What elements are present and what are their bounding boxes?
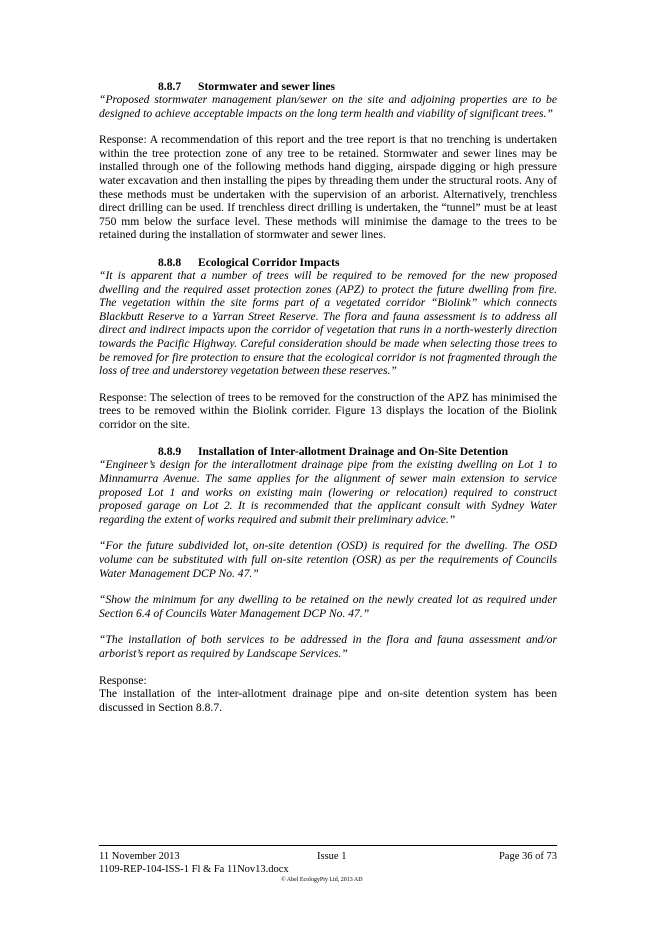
footer-issue: Issue 1: [317, 851, 347, 862]
section-8-8-9: [99, 445, 557, 714]
quoted-requirement: “Proposed stormwater management plan/sewer on the site and adjoining properties are to be designed to achieve acceptable impacts on the long term health and viability of significant trees.”: [99, 93, 557, 120]
section-number: 8.8.8: [158, 255, 182, 269]
response-paragraph: Response: A recommendation of this report and the tree report is that no trenching is undertaken within the tree protection zone of any tree to be retained. Stormwater and sewer lines may be installed through one of the following methods hand digging, airspade digging or high pressure water excavation and then installing the pipes by threading them under the structural roots. Any of these methods must be undertaken with the supervision of an arborist. Alternatively, trenchless direct drilling can be used. If trenchless direct drilling is undertaken, the “tunnel” must be at least 750 mm below the surface level. These methods will minimise the damage to the trees to be retained during the installation of stormwater and sewer lines.: [99, 133, 557, 242]
quoted-requirement: “The installation of both services to be addressed in the flora and fauna assessment and/or arborist’s report as required by Landscape Services.”: [99, 633, 557, 660]
section-heading: [99, 445, 557, 458]
footer-date: 11 November 2013: [99, 851, 180, 862]
section-8-8-7: [99, 80, 557, 242]
section-heading: [99, 256, 557, 269]
response-paragraph: Response: The selection of trees to be removed for the construction of the APZ has minimised the trees to be removed within the Biolink corrider. Figure 13 displays the location of the Biolink corridor on the site.: [99, 390, 557, 431]
quoted-requirement: “Engineer’s design for the interallotment drainage pipe from the existing dwelling on Lot 1 to Minnamurra Avenue. The same applies for the alignment of sewer main extension to service proposed Lot 1 and works on existing main (lowering or relocation) required to construct proposed garage on Lot 2. It is recommended that the applicant consult with Sydney Water regarding the extent of works required and submit their preliminary advice.”: [99, 458, 557, 526]
quoted-requirement: “Show the minimum for any dwelling to be retained on the newly created lot as required under Section 6.4 of Councils Water Management DCP No. 47.”: [99, 593, 557, 620]
section-number: 8.8.7: [158, 80, 182, 93]
section-8-8-8: [99, 256, 557, 432]
section-title: Installation of Inter-allotment Drainage and On-Site Detention: [198, 445, 509, 459]
footer-document-reference: 1109-REP-104-ISS-1 Fl & Fa 11Nov13.docx: [99, 864, 289, 875]
section-number: 8.8.9: [158, 445, 182, 459]
quoted-requirement: “For the future subdivided lot, on-site detention (OSD) is required for the dwelling. The OSD volume can be substituted with full on-site retention (OSR) as per the requirements of Councils Water Management DCP No. 47.”: [99, 539, 557, 580]
response-paragraph: The installation of the inter-allotment drainage pipe and on-site detention system has been discussed in Section 8.8.7.: [99, 687, 557, 714]
footer-copyright: © Abel EcologyPty Ltd, 2013 AD: [281, 877, 363, 883]
footer-divider: [99, 845, 557, 846]
footer-page-number: Page 36 of 73: [498, 851, 557, 862]
section-title: Ecological Corridor Impacts: [198, 255, 340, 269]
section-title: Stormwater and sewer lines: [198, 80, 336, 93]
response-label: Response:: [99, 673, 147, 687]
quoted-requirement: “It is apparent that a number of trees will be required to be removed for the new proposed dwelling and the required asset protection zones (APZ) to protect the future dwelling from fire. The vegetation within the site forms part of a vegetated corridor “Biolink” which connects Blackbutt Reserve to a Yarran Street Reserve. The flora and fauna assessment is to address all direct and indirect impacts upon the corridor of vegetation that runs in a north-westerly direction towards the Pacific Highway. Careful consideration should be made when selecting those trees to be removed for fire protection to ensure that the ecological corridor is not fragmented through the loss of tree and understorey vegetation between these reserves.”: [99, 268, 557, 378]
section-heading: [99, 80, 557, 93]
page-body: [99, 80, 557, 714]
